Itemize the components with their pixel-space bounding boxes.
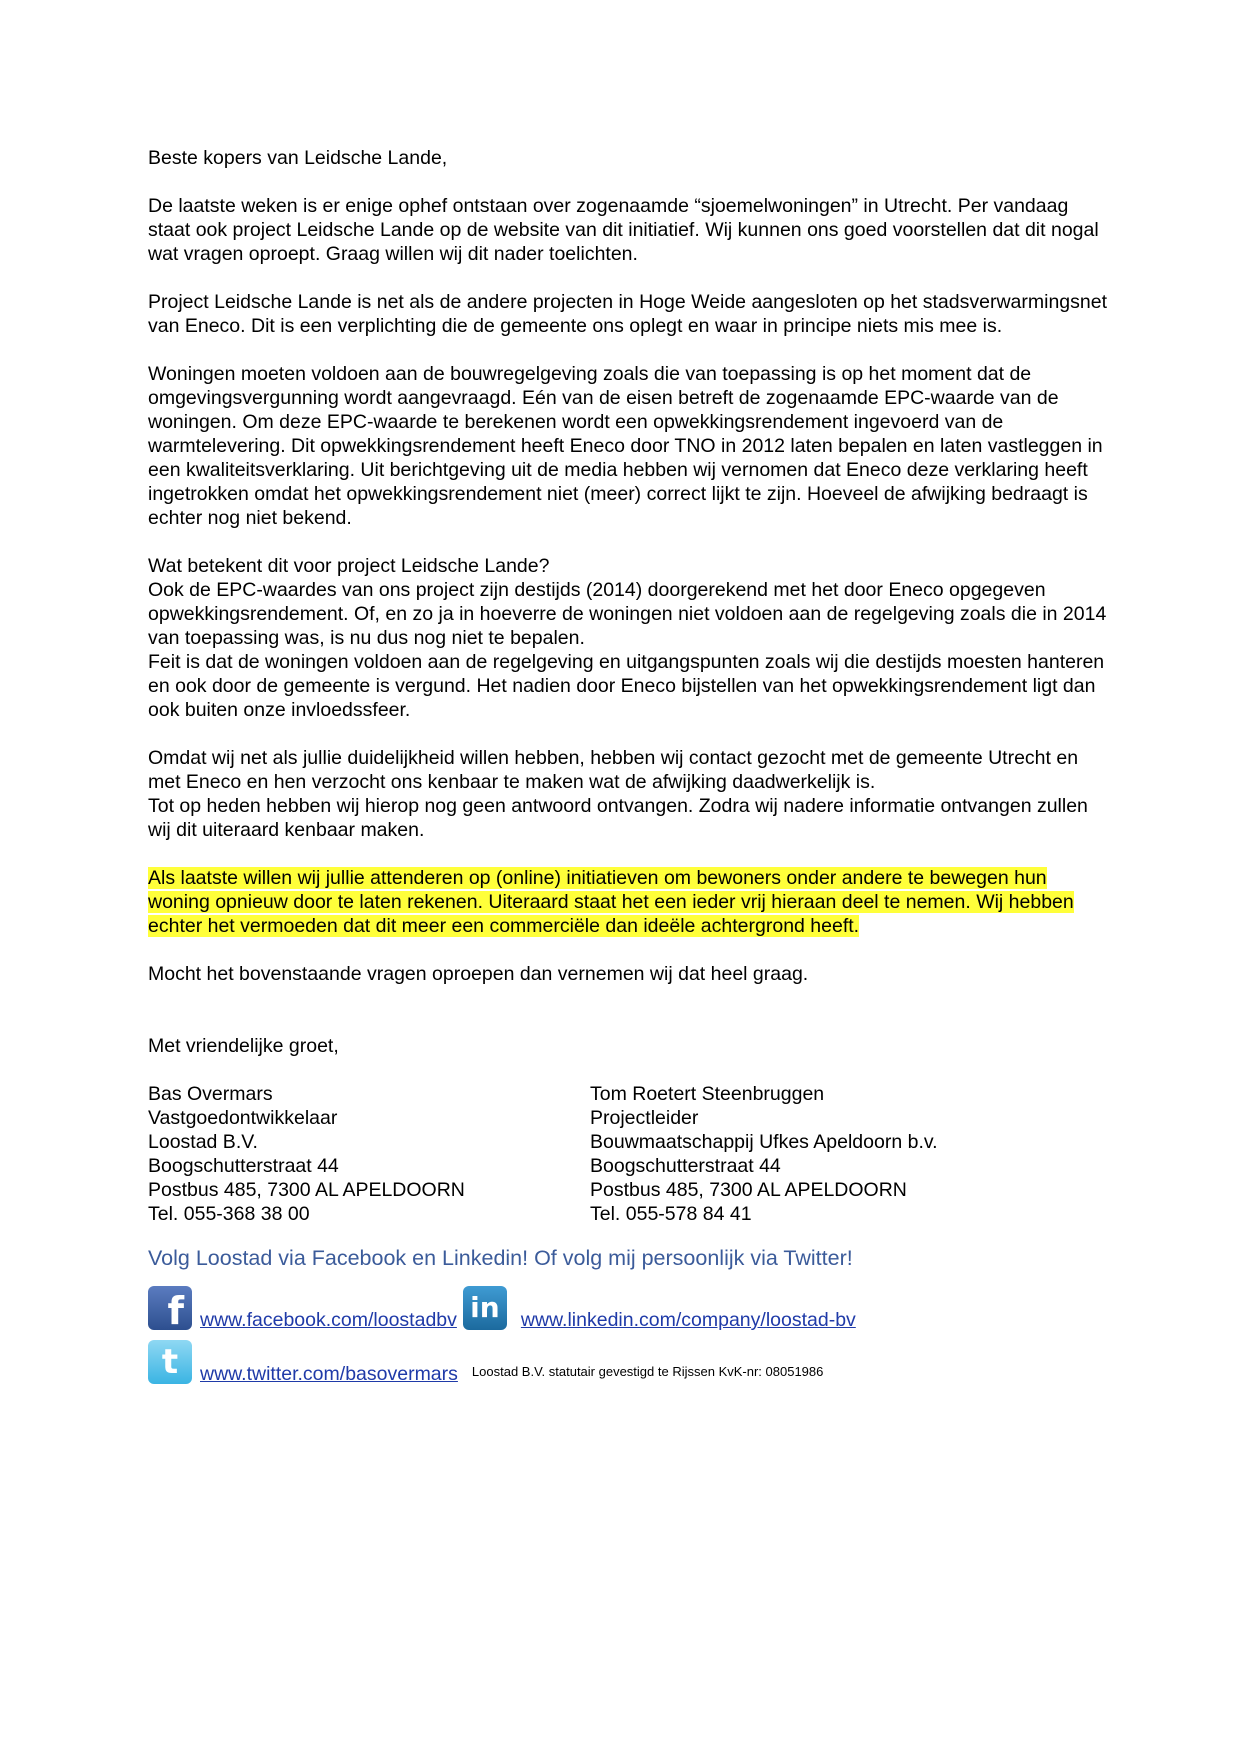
signer-role: Vastgoedontwikkelaar [148, 1107, 338, 1129]
signer-company: Loostad B.V. [148, 1131, 258, 1153]
signer-phone: Tel. 055-578 84 41 [590, 1203, 752, 1225]
twitter-link[interactable]: www.twitter.com/basovermars [200, 1363, 458, 1385]
paragraph-4: Wat betekent dit voor project Leidsche Lande? Ook de EPC-waardes van ons project zijn destijds (2014) doorgerekend met het door Eneco opgegeven opwekkingsrendement. Of, en zo ja in hoeverre de woningen niet voldoen aan de regelgeving zoals die in 2014 van toepassing was, is nu dus nog niet te bepalen. Feit is dat de woningen voldoen aan de regelgeving en uitgangspunten zoals wij die destijds moesten hanteren en ook door de gemeente is vergund. Het nadien door Eneco bijstellen van het opwekkingsrendement ligt dan ook buiten onze invloedssfeer. [148, 555, 1107, 721]
signatures [148, 1082, 1108, 1226]
letter-body [148, 146, 1108, 1384]
signer-postal: Postbus 485, 7300 AL APELDOORN [148, 1179, 465, 1201]
salutation: Beste kopers van Leidsche Lande, [148, 147, 448, 169]
twitter-icon[interactable]: t [148, 1340, 192, 1384]
signer-company: Bouwmaatschappij Ufkes Apeldoorn b.v. [590, 1131, 938, 1153]
paragraph-5: Omdat wij net als jullie duidelijkheid willen hebben, hebben wij contact gezocht met de gemeente Utrecht en met Eneco en hen verzocht ons kenbaar te maken wat de afwijking daadwerkelijk is. Tot op heden hebben wij hierop nog geen antwoord ontvangen. Zodra wij nadere informatie ontvangen zullen wij dit uiteraard kenbaar maken. [148, 747, 1088, 841]
linkedin-icon[interactable]: in [463, 1286, 507, 1330]
social-row-2 [148, 1334, 1108, 1384]
social-row-1 [148, 1280, 1108, 1333]
signature-left [148, 1082, 590, 1226]
linkedin-link[interactable]: www.linkedin.com/company/loostad-bv [520, 1309, 856, 1331]
signer-role: Projectleider [590, 1107, 699, 1129]
social-headline: Volg Loostad via Facebook en Linkedin! Of volg mij persoonlijk via Twitter! [148, 1246, 853, 1270]
closing-question: Mocht het bovenstaande vragen oproepen dan vernemen wij dat heel graag. [148, 963, 809, 985]
paragraph-1: De laatste weken is er enige ophef ontstaan over zogenaamde “sjoemelwoningen” in Utrecht. Per vandaag staat ook project Leidsche Lande op de website van dit initiatief. Wij kunnen ons goed voorstellen dat dit nogal wat vragen oproept. Graag willen wij dit nader toelichten. [148, 195, 1099, 265]
paragraph-3: Woningen moeten voldoen aan de bouwregelgeving zoals die van toepassing is op het moment dat de omgevingsvergunning wordt aangevraagd. Eén van de eisen betreft de zogenaamde EPC-waarde van de woningen. Om deze EPC-waarde te berekenen wordt een opwekkingsrendement ingevoerd van de warmtelevering. Dit opwekkingsrendement heeft Eneco door TNO in 2012 laten bepalen en laten vastleggen in een kwaliteitsverklaring. Uit berichtgeving uit de media hebben wij vernomen dat Eneco deze verklaring heeft ingetrokken omdat het opwekkingsrendement niet (meer) correct lijkt te zijn. Hoeveel de afwijking bedraagt is echter nog niet bekend. [148, 363, 1103, 529]
signer-postal: Postbus 485, 7300 AL APELDOORN [590, 1179, 907, 1201]
highlighted-text: Als laatste willen wij jullie attenderen op (online) initiatieven om bewoners onder andere te bewegen hun woning opnieuw door te laten rekenen. Uiteraard staat het een ieder vrij hieraan deel te nemen. Wij hebben echter het vermoeden dat dit meer een commerciële dan ideële achtergrond heeft. [148, 867, 1074, 937]
facebook-link[interactable]: www.facebook.com/loostadbv [200, 1309, 457, 1331]
highlighted-paragraph [148, 866, 1108, 938]
signer-name: Tom Roetert Steenbruggen [590, 1083, 825, 1105]
signer-name: Bas Overmars [148, 1083, 273, 1105]
facebook-icon[interactable]: f [148, 1286, 192, 1330]
signature-right [590, 1082, 1032, 1226]
signer-street: Boogschutterstraat 44 [148, 1155, 339, 1177]
legal-footer: Loostad B.V. statutair gevestigd te Rijssen KvK-nr: 08051986 [471, 1364, 824, 1379]
paragraph-2: Project Leidsche Lande is net als de andere projecten in Hoge Weide aangesloten op het stadsverwarmingsnet van Eneco. Dit is een verplichting die de gemeente ons oplegt en waar in principe niets mis mee is. [148, 291, 1107, 337]
signer-phone: Tel. 055-368 38 00 [148, 1203, 310, 1225]
signer-street: Boogschutterstraat 44 [590, 1155, 781, 1177]
greeting: Met vriendelijke groet, [148, 1035, 339, 1057]
